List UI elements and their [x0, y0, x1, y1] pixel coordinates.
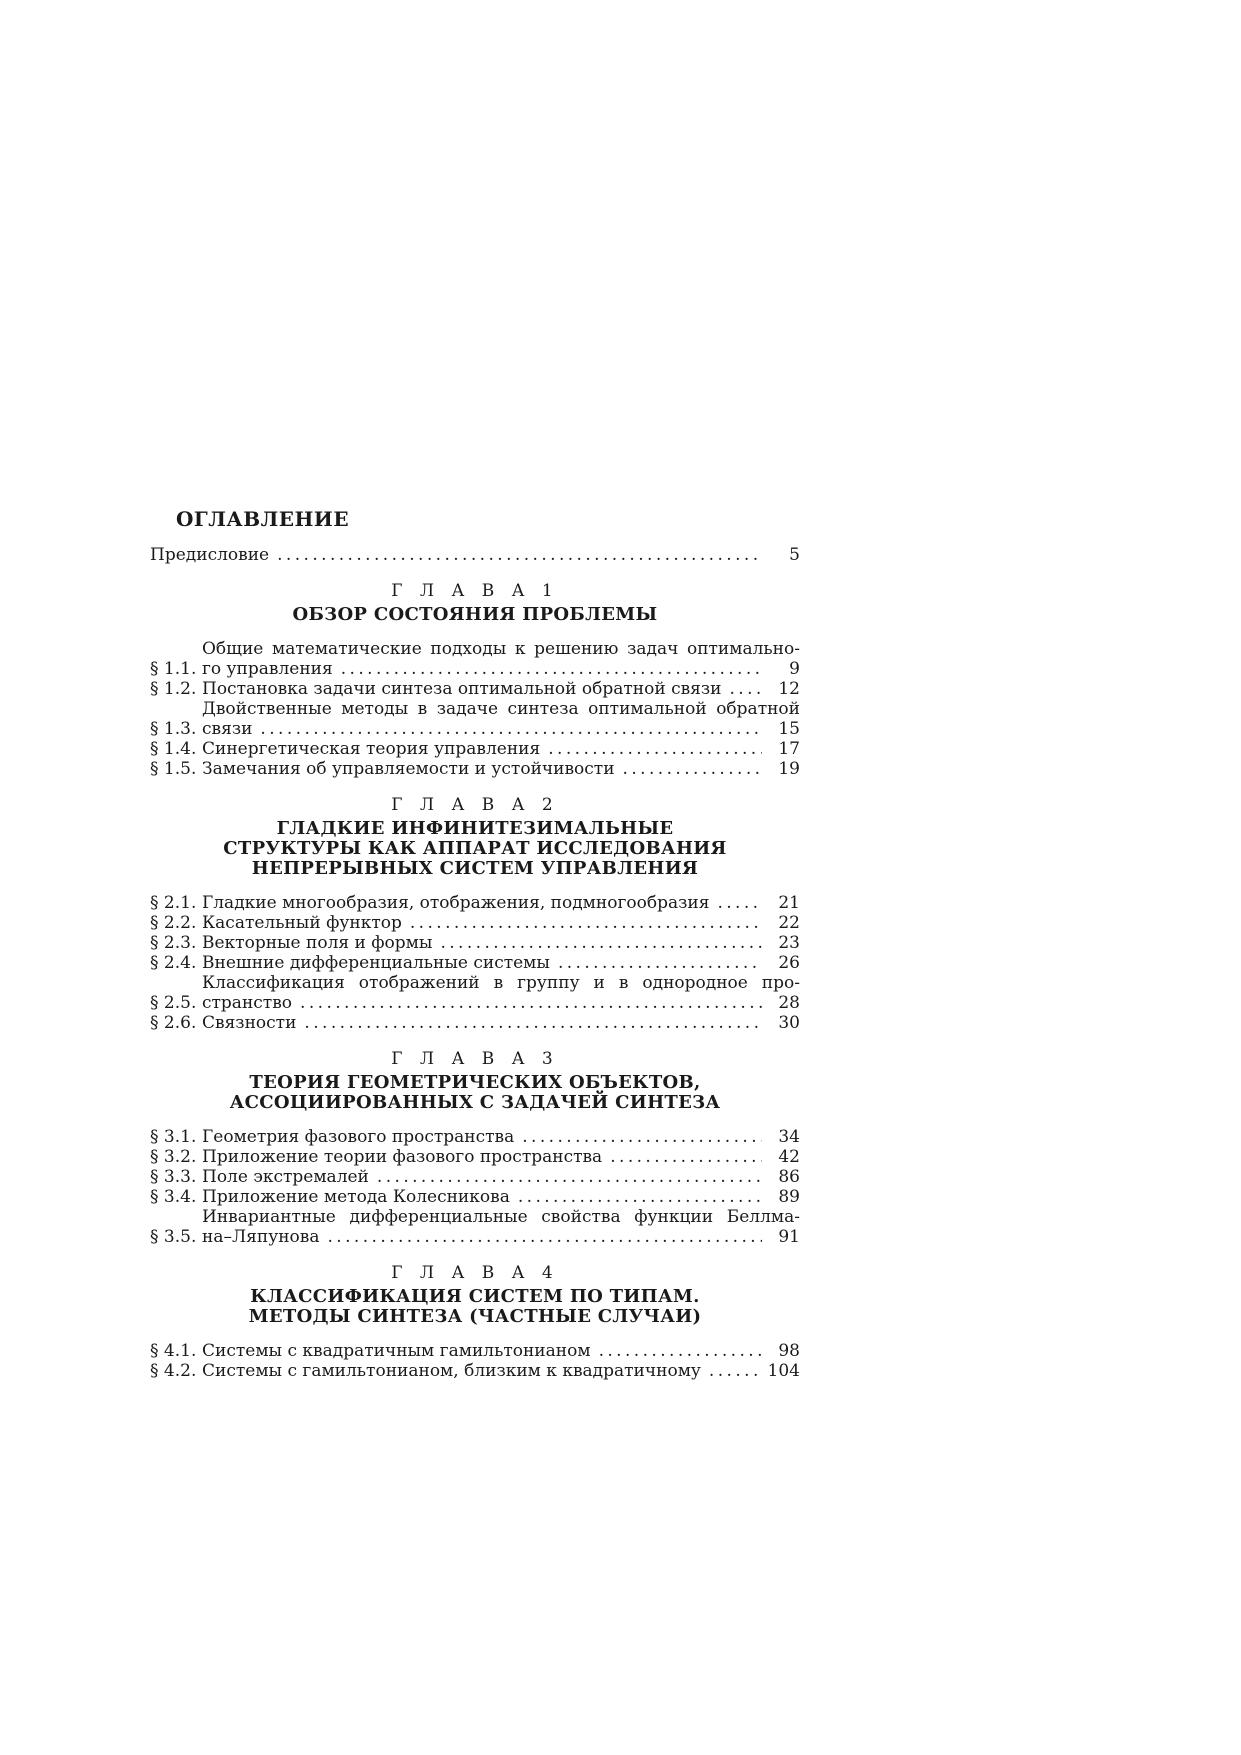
- entry-title-line: Общие математические подходы к решению задач оптимально-: [202, 639, 800, 659]
- dot-leader: [327, 1227, 762, 1247]
- page-number: 42: [778, 1147, 800, 1167]
- page-number: 104: [767, 1361, 800, 1381]
- entry-title: Гладкие многообразия, отображения, подмногообразия: [202, 893, 710, 913]
- page-number: 28: [778, 993, 800, 1013]
- dot-leader: [300, 993, 762, 1013]
- page-number: 98: [778, 1341, 800, 1361]
- page-number: 15: [778, 719, 800, 739]
- dot-leader: [304, 1013, 762, 1033]
- section-number: § 4.2.: [150, 1361, 197, 1381]
- chapter-title-line: СТРУКТУРЫ КАК АППАРАТ ИССЛЕДОВАНИЯ: [223, 838, 727, 859]
- table-of-contents: [150, 507, 800, 1381]
- toc-entry[interactable]: [150, 933, 800, 953]
- entry-title: Постановка задачи синтеза оптимальной обратной связи: [202, 679, 722, 699]
- toc-entry[interactable]: [150, 1341, 800, 1361]
- toc-entry[interactable]: [150, 1187, 800, 1207]
- toc-entry[interactable]: [150, 699, 800, 739]
- page-number: 23: [778, 933, 800, 953]
- toc-entry[interactable]: [150, 1127, 800, 1147]
- section-number: § 1.2.: [150, 679, 197, 699]
- page-number: 22: [778, 913, 800, 933]
- chapter-title: [150, 819, 800, 879]
- toc-title: ОГЛАВЛЕНИЕ: [176, 507, 350, 531]
- dot-leader: [260, 719, 762, 739]
- toc-entry[interactable]: [150, 913, 800, 933]
- entry-title: Системы с гамильтонианом, близким к квадратичному: [202, 1361, 701, 1381]
- section-number: § 3.3.: [150, 1167, 197, 1187]
- chapter-title-line: ТЕОРИЯ ГЕОМЕТРИЧЕСКИХ ОБЪЕКТОВ,: [249, 1072, 701, 1093]
- dot-leader: [518, 1187, 762, 1207]
- dot-leader: [522, 1127, 762, 1147]
- dot-leader: [341, 659, 762, 679]
- toc-entry[interactable]: [150, 679, 800, 699]
- toc-entry[interactable]: [150, 639, 800, 679]
- section-number: § 2.5.: [150, 993, 197, 1013]
- chapter-title-line: МЕТОДЫ СИНТЕЗА (ЧАСТНЫЕ СЛУЧАИ): [248, 1306, 702, 1327]
- section-number: § 1.4.: [150, 739, 197, 759]
- dot-leader: [548, 739, 762, 759]
- entry-title: Векторные поля и формы: [202, 933, 433, 953]
- section-number: § 3.1.: [150, 1127, 197, 1147]
- chapter-title: [150, 1073, 800, 1113]
- entry-title: Внешние дифференциальные системы: [202, 953, 550, 973]
- chapter-label: Г Л А В А 4: [391, 1263, 559, 1283]
- entry-title: Приложение теории фазового пространства: [202, 1147, 603, 1167]
- dot-leader: [377, 1167, 762, 1187]
- page-number: 91: [778, 1227, 800, 1247]
- page-number: 89: [778, 1187, 800, 1207]
- page-number: 17: [778, 739, 800, 759]
- chapter-title-line: КЛАССИФИКАЦИЯ СИСТЕМ ПО ТИПАМ.: [250, 1286, 700, 1307]
- chapter-title-line: ГЛАДКИЕ ИНФИНИТЕЗИМАЛЬНЫЕ: [276, 818, 674, 839]
- entry-title: Синергетическая теория управления: [202, 739, 541, 759]
- chapter-label: Г Л А В А 2: [391, 795, 559, 815]
- entry-title: Замечания об управляемости и устойчивости: [202, 759, 615, 779]
- section-number: § 3.2.: [150, 1147, 197, 1167]
- page-number: 9: [789, 659, 800, 679]
- entry-title-line: Двойственные методы в задаче синтеза оптимальной обратной: [202, 699, 800, 719]
- toc-entry[interactable]: [150, 953, 800, 973]
- section-number: § 2.6.: [150, 1013, 197, 1033]
- toc-entry[interactable]: [150, 759, 800, 779]
- entry-title-line: Классификация отображений в группу и в однородное про-: [202, 973, 800, 993]
- entry-title: Приложение метода Колесникова: [202, 1187, 510, 1207]
- chapter-title-line: АССОЦИИРОВАННЫХ С ЗАДАЧЕЙ СИНТЕЗА: [229, 1092, 721, 1113]
- chapter-title-line: НЕПРЕРЫВНЫХ СИСТЕМ УПРАВЛЕНИЯ: [251, 858, 699, 879]
- chapter-title: [150, 605, 800, 625]
- entry-title: связи: [202, 719, 253, 739]
- section-number: § 3.4.: [150, 1187, 197, 1207]
- section-number: § 2.4.: [150, 953, 197, 973]
- page-number: 86: [778, 1167, 800, 1187]
- page-number: 19: [778, 759, 800, 779]
- chapter-label: Г Л А В А 3: [391, 1049, 559, 1069]
- entry-title: Системы с квадратичным гамильтонианом: [202, 1341, 591, 1361]
- chapter-title-line: ОБЗОР СОСТОЯНИЯ ПРОБЛЕМЫ: [292, 604, 658, 625]
- page-number: 26: [778, 953, 800, 973]
- toc-entry[interactable]: [150, 1167, 800, 1187]
- section-number: § 2.2.: [150, 913, 197, 933]
- dot-leader: [440, 933, 762, 953]
- page-number: 5: [789, 545, 800, 565]
- chapter-title: [150, 1287, 800, 1327]
- toc-entry[interactable]: [150, 1013, 800, 1033]
- toc-entry[interactable]: [150, 1361, 800, 1381]
- toc-entry[interactable]: [150, 893, 800, 913]
- entry-title: на–Ляпунова: [202, 1227, 320, 1247]
- section-number: § 4.1.: [150, 1341, 197, 1361]
- entry-title: Касательный функтор: [202, 913, 402, 933]
- toc-entry[interactable]: [150, 973, 800, 1013]
- entry-title: Связности: [202, 1013, 297, 1033]
- entry-title: Предисловие: [150, 545, 270, 565]
- page-number: 21: [778, 893, 800, 913]
- dot-leader: [730, 679, 763, 699]
- entry-title: го управления: [202, 659, 333, 679]
- entry-title: странство: [202, 993, 293, 1013]
- entry-title: Поле экстремалей: [202, 1167, 369, 1187]
- section-number: § 1.5.: [150, 759, 197, 779]
- entry-title: Геометрия фазового пространства: [202, 1127, 515, 1147]
- dot-leader: [610, 1147, 762, 1167]
- toc-entry[interactable]: [150, 1207, 800, 1247]
- section-number: § 2.1.: [150, 893, 197, 913]
- page-number: 30: [778, 1013, 800, 1033]
- dot-leader: [623, 759, 762, 779]
- toc-entry[interactable]: [150, 739, 800, 759]
- section-number: § 1.1.: [150, 659, 197, 679]
- dot-leader: [277, 545, 762, 565]
- page-number: 34: [778, 1127, 800, 1147]
- page-number: 12: [778, 679, 800, 699]
- section-number: § 2.3.: [150, 933, 197, 953]
- section-number: § 1.3.: [150, 719, 197, 739]
- dot-leader: [558, 953, 762, 973]
- toc-entry[interactable]: [150, 1147, 800, 1167]
- chapters-container: [150, 581, 800, 1381]
- toc-entry-preface[interactable]: [150, 545, 800, 565]
- dot-leader: [410, 913, 762, 933]
- dot-leader: [717, 893, 762, 913]
- section-number: § 3.5.: [150, 1227, 197, 1247]
- entry-title-line: Инвариантные дифференциальные свойства функции Беллма-: [202, 1207, 800, 1227]
- dot-leader: [599, 1341, 762, 1361]
- chapter-label: Г Л А В А 1: [391, 581, 559, 601]
- dot-leader: [709, 1361, 760, 1381]
